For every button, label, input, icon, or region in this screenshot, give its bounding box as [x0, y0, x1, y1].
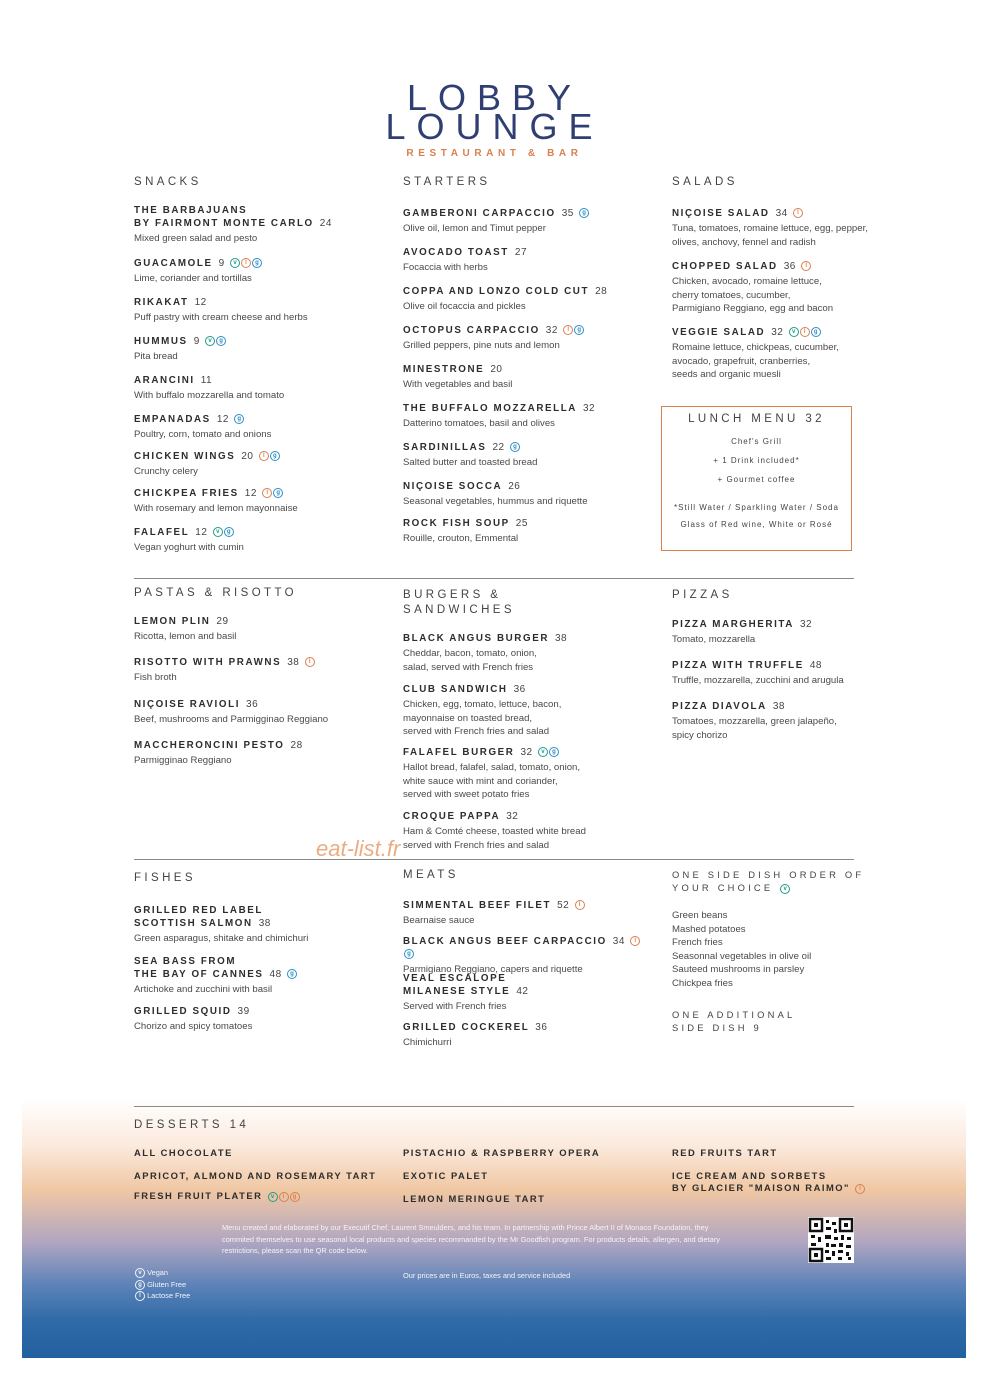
- dessert-item: PISTACHIO & RASPBERRY OPERA: [403, 1147, 601, 1158]
- menu-item: [134, 698, 379, 727]
- dessert-item: ICE CREAM AND SORBETS: [672, 1170, 827, 1181]
- lactose-free-icon: l: [279, 1192, 289, 1202]
- dessert-name: FRESH FRUIT PLATER: [134, 1190, 263, 1201]
- item-desc: Parmigginao Reggiano: [134, 755, 232, 766]
- extra-side-title: ONE ADDITIONAL: [672, 1009, 796, 1020]
- gluten-free-icon: g: [273, 488, 283, 498]
- menu-item: [403, 324, 648, 353]
- item-name: THE BARBAJUANS: [134, 205, 248, 216]
- menu-item: [134, 257, 379, 286]
- item-desc: Pita bread: [134, 351, 178, 362]
- lunch-line: + 1 Drink included*: [713, 456, 800, 465]
- dessert-item: [134, 1190, 300, 1202]
- item-name: RISOTTO WITH PRAWNS: [134, 657, 282, 668]
- item-name: CHICKEN WINGS: [134, 451, 236, 462]
- item-price: 42: [516, 986, 529, 997]
- item-desc: Tomato, mozzarella: [672, 634, 756, 645]
- item-desc: salad, served with French fries: [403, 661, 534, 673]
- item-desc: cherry tomatoes, cucumber,: [672, 289, 791, 301]
- menu-item: [672, 659, 887, 688]
- item-name: OCTOPUS CARPACCIO: [403, 325, 540, 336]
- item-name: AVOCADO TOAST: [403, 247, 509, 258]
- item-desc: white sauce with mint and coriander,: [403, 775, 558, 787]
- item-desc: served with French fries and salad: [403, 839, 550, 851]
- item-name: SIMMENTAL BEEF FILET: [403, 900, 552, 911]
- lactose-free-icon: l: [801, 261, 811, 271]
- item-desc: Parmigiano Reggiano, capers and riquette: [403, 964, 583, 975]
- gluten-free-icon: g: [287, 969, 297, 979]
- item-name: PIZZA MARGHERITA: [672, 619, 794, 630]
- item-price: 32: [799, 619, 813, 630]
- item-desc: Rouille, crouton, Emmental: [403, 533, 519, 544]
- side-item: Sauteed mushrooms in parsley: [672, 964, 805, 975]
- lactose-free-icon: l: [630, 936, 640, 946]
- item-price: 48: [269, 969, 282, 980]
- dessert-item: RED FRUITS TART: [672, 1147, 778, 1158]
- item-price: 28: [290, 740, 303, 751]
- sides-title-text: YOUR CHOICE: [672, 882, 774, 893]
- item-name: MILANESE STYLE: [403, 986, 511, 997]
- item-name: GAMBERONI CARPACCIO: [403, 208, 556, 219]
- item-name: FALAFEL: [134, 527, 190, 538]
- item-desc: served with sweet potato fries: [403, 789, 530, 800]
- extra-side-title: [672, 1021, 762, 1034]
- vegan-icon: v: [205, 336, 215, 346]
- item-name: COPPA AND LONZO COLD CUT: [403, 286, 590, 297]
- item-name: CHOPPED SALAD: [672, 261, 778, 272]
- lactose-free-icon: l: [800, 327, 810, 337]
- item-name: MINESTRONE: [403, 364, 485, 375]
- item-name: THE BUFFALO MOZZARELLA: [403, 403, 577, 414]
- item-name: SCOTTISH SALMON: [134, 918, 253, 929]
- item-desc: Served with French fries: [403, 1001, 507, 1012]
- gluten-free-icon: g: [404, 949, 414, 959]
- item-desc: Artichoke and zucchini with basil: [134, 984, 273, 995]
- item-price: 34: [612, 936, 625, 947]
- menu-item: [672, 260, 887, 316]
- item-price: 20: [241, 451, 254, 462]
- menu-item: [403, 285, 648, 314]
- item-name: MACCHERONCINI PESTO: [134, 740, 285, 751]
- menu-item: [403, 402, 648, 431]
- item-desc: Green asparagus, shitake and chimichuri: [134, 933, 309, 944]
- menu-item: [403, 1021, 648, 1050]
- item-name: PIZZA DIAVOLA: [672, 701, 767, 712]
- menu-item: [403, 899, 648, 928]
- menu-item: [134, 413, 379, 442]
- item-name: NIÇOISE RAVIOLI: [134, 699, 241, 710]
- item-price: 32: [771, 327, 784, 338]
- lactose-free-icon: l: [855, 1184, 865, 1194]
- menu-item: [403, 207, 648, 236]
- item-name: BLACK ANGUS BEEF CARPACCIO: [403, 936, 607, 947]
- lunch-menu-box: [661, 406, 852, 551]
- item-desc: Tomatoes, mozzarella, green jalapeño,: [672, 716, 837, 727]
- menu-item: [403, 480, 648, 509]
- item-price: 9: [218, 258, 225, 269]
- item-name: HUMMUS: [134, 336, 188, 347]
- footer-note-line: commited themselves to use seasonal local products and species recommanded by the Mr Goodfish program. For products details, allergen, and dietary: [222, 1234, 720, 1244]
- item-price: 11: [200, 375, 213, 386]
- item-desc: Beef, mushrooms and Parmigginao Reggiano: [134, 714, 329, 725]
- menu-item: [134, 487, 379, 516]
- item-price: 38: [772, 701, 785, 712]
- item-price: 48: [809, 660, 822, 671]
- menu-item: [403, 972, 648, 1014]
- item-desc: Olive oil focaccia and pickles: [403, 301, 526, 312]
- item-desc: Ham & Comté cheese, toasted white bread: [403, 826, 586, 837]
- item-desc: Puff pastry with cream cheese and herbs: [134, 312, 308, 323]
- item-name: VEGGIE SALAD: [672, 327, 766, 338]
- item-price: 28: [595, 286, 608, 297]
- item-price: 29: [216, 616, 229, 627]
- item-desc: Chimichurri: [403, 1037, 452, 1048]
- item-desc: Datterino tomatoes, basil and olives: [403, 418, 555, 429]
- item-price: 39: [237, 1006, 250, 1017]
- gluten-free-icon: g: [510, 442, 520, 452]
- qr-code-graphic: [808, 1217, 854, 1263]
- legend-label: Lactose Free: [147, 1291, 191, 1300]
- menu-item: [672, 700, 887, 742]
- menu-item: [403, 935, 648, 977]
- item-desc: spicy chorizo: [672, 729, 728, 741]
- divider: [134, 1106, 854, 1107]
- item-price: 9: [193, 336, 200, 347]
- dessert-item: EXOTIC PALET: [403, 1170, 489, 1181]
- item-name: SARDINILLAS: [403, 442, 487, 453]
- item-price: 24: [319, 218, 332, 229]
- legend-label: Vegan: [147, 1268, 169, 1277]
- sides-title: [672, 881, 790, 894]
- item-desc: Grilled peppers, pine nuts and lemon: [403, 340, 560, 351]
- side-item: Seasonnal vegetables in olive oil: [672, 950, 812, 962]
- menu-item: [134, 615, 379, 644]
- dessert-name: BY GLACIER "MAISON RAIMO": [672, 1182, 850, 1193]
- item-price: 52: [557, 900, 570, 911]
- dessert-item: APRICOT, ALMOND AND ROSEMARY TART: [134, 1170, 377, 1181]
- lunch-title: LUNCH MENU 32: [688, 413, 825, 425]
- item-name: EMPANADAS: [134, 414, 211, 425]
- item-price: 36: [246, 699, 259, 710]
- item-price: 36: [513, 684, 526, 695]
- fishes-title: FISHES: [134, 872, 196, 884]
- item-desc: seeds and organic muesli: [672, 369, 781, 380]
- item-desc: avocado, grapefruit, cranberries,: [672, 355, 811, 367]
- item-name: VEAL ESCALOPE: [403, 973, 507, 984]
- menu-item: [672, 618, 887, 647]
- lactose-free-icon: l: [262, 488, 272, 498]
- vegan-icon: v: [135, 1268, 145, 1278]
- dessert-item: ALL CHOCOLATE: [134, 1147, 233, 1158]
- meats-title: MEATS: [403, 869, 459, 881]
- item-price: 38: [555, 633, 568, 644]
- item-name: CLUB SANDWICH: [403, 684, 508, 695]
- item-desc: Salted butter and toasted bread: [403, 457, 538, 468]
- item-desc: Mixed green salad and pesto: [134, 233, 258, 244]
- item-price: 38: [287, 657, 300, 668]
- item-price: 36: [535, 1022, 548, 1033]
- gluten-free-icon: g: [216, 336, 226, 346]
- lactose-free-icon: l: [259, 451, 269, 461]
- gluten-free-icon: g: [811, 327, 821, 337]
- item-desc: Romaine lettuce, chickpeas, cucumber,: [672, 342, 839, 353]
- burgers-title: BURGERS &: [403, 589, 502, 601]
- item-desc: Vegan yoghurt with cumin: [134, 542, 244, 553]
- lunch-line: + Gourmet coffee: [717, 475, 796, 484]
- item-price: 36: [783, 261, 796, 272]
- menu-item: [672, 326, 887, 382]
- menu-item: [134, 1005, 379, 1034]
- lactose-free-icon: l: [241, 258, 251, 268]
- item-desc: With rosemary and lemon mayonnaise: [134, 503, 298, 514]
- side-item: French fries: [672, 937, 723, 948]
- snacks-title: SNACKS: [134, 176, 202, 188]
- item-name: BY FAIRMONT MONTE CARLO: [134, 218, 314, 229]
- item-price: 26: [508, 481, 521, 492]
- item-price: 35: [561, 208, 574, 219]
- item-price: 12: [244, 488, 257, 499]
- vegan-icon: v: [538, 747, 548, 757]
- legend: [134, 1267, 190, 1302]
- divider: [134, 859, 854, 860]
- extra-side-price: 9: [753, 1022, 762, 1033]
- item-desc: Olive oil, lemon and Timut pepper: [403, 223, 546, 234]
- menu-item: [134, 656, 379, 685]
- item-name: LEMON PLIN: [134, 616, 211, 627]
- item-name: RIKAKAT: [134, 297, 189, 308]
- item-name: CROQUE PAPPA: [403, 811, 501, 822]
- gluten-free-icon: g: [224, 527, 234, 537]
- dessert-item: LEMON MERINGUE TART: [403, 1193, 546, 1204]
- menu-item: [134, 739, 379, 768]
- extra-side-text: SIDE DISH: [672, 1022, 748, 1033]
- item-name: SEA BASS FROM: [134, 956, 237, 967]
- lactose-free-icon: l: [305, 657, 315, 667]
- side-item: Chickpea fries: [672, 977, 733, 989]
- item-name: GUACAMOLE: [134, 258, 213, 269]
- item-desc: Crunchy celery: [134, 466, 198, 477]
- menu-item: [134, 904, 379, 946]
- lactose-free-icon: l: [563, 325, 573, 335]
- gluten-free-icon: g: [549, 747, 559, 757]
- item-desc: Ricotta, lemon and basil: [134, 631, 237, 642]
- item-price: 12: [195, 527, 208, 538]
- item-name: ROCK FISH SOUP: [403, 518, 510, 529]
- menu-item: [403, 810, 648, 852]
- item-name: BLACK ANGUS BURGER: [403, 633, 549, 644]
- footer-note-line: Menu created and elaborated by our Executif Chef, Laurent Smeulders, and his team. In partnership with Prince Albert II of Monaco Foundation, they: [222, 1223, 709, 1232]
- item-desc: mayonnaise on toasted bread,: [403, 712, 533, 724]
- menu-item: [403, 441, 648, 470]
- item-name: PIZZA WITH TRUFFLE: [672, 660, 804, 671]
- dessert-item: [672, 1182, 865, 1194]
- menu-item: [134, 955, 379, 997]
- item-desc: Cheddar, bacon, tomato, onion,: [403, 648, 537, 659]
- gluten-free-icon: g: [290, 1192, 300, 1202]
- item-desc: Parmigiano Reggiano, egg and bacon: [672, 303, 834, 314]
- desserts-title: DESSERTS 14: [134, 1119, 250, 1131]
- item-desc: Chicken, avocado, romaine lettuce,: [672, 276, 822, 287]
- menu-item: [134, 526, 379, 555]
- menu-item: [403, 746, 648, 802]
- gluten-free-icon: g: [270, 451, 280, 461]
- vegan-icon: v: [789, 327, 799, 337]
- qr-code[interactable]: [808, 1217, 854, 1263]
- salads-title: SALADS: [672, 176, 738, 188]
- lunch-note: Glass of Red wine, White or Rosé: [680, 520, 833, 529]
- vegan-icon: v: [268, 1192, 278, 1202]
- item-price: 20: [490, 364, 503, 375]
- item-desc: Fish broth: [134, 672, 177, 683]
- item-desc: Hallot bread, falafel, salad, tomato, onion,: [403, 762, 581, 773]
- side-item: Mashed potatoes: [672, 923, 746, 935]
- lunch-note: *Still Water / Sparkling Water / Soda: [674, 503, 839, 512]
- footer-note-line: restrictions, please scan the QR code below.: [222, 1246, 368, 1255]
- item-name: GRILLED COCKEREL: [403, 1022, 530, 1033]
- menu-item: [134, 374, 379, 403]
- item-name: ARANCINI: [134, 375, 195, 386]
- item-price: 12: [194, 297, 207, 308]
- item-desc: Truffle, mozzarella, zucchini and arugula: [672, 675, 844, 686]
- menu-item: [134, 450, 379, 479]
- lactose-free-icon: l: [135, 1291, 145, 1301]
- item-price: 22: [492, 442, 505, 453]
- item-desc: Lime, coriander and tortillas: [134, 273, 252, 284]
- item-price: 38: [258, 918, 271, 929]
- logo-lounge: LOUNGE: [385, 106, 604, 147]
- menu-item: [403, 363, 648, 392]
- vegan-icon: v: [230, 258, 240, 268]
- menu-item: [403, 246, 648, 275]
- lactose-free-icon: l: [793, 208, 803, 218]
- item-desc: Tuna, tomatoes, romaine lettuce, egg, pepper,: [672, 223, 868, 234]
- item-desc: With buffalo mozzarella and tomato: [134, 390, 285, 401]
- item-price: 32: [506, 811, 519, 822]
- lunch-line: Chef's Grill: [731, 437, 782, 446]
- item-name: GRILLED SQUID: [134, 1006, 232, 1017]
- gluten-free-icon: g: [135, 1280, 145, 1290]
- burgers-title: SANDWICHES: [403, 604, 515, 616]
- footer-note: [222, 1222, 792, 1257]
- menu-item: [134, 335, 379, 364]
- pizzas-title: PIZZAS: [672, 589, 733, 601]
- item-price: 32: [582, 403, 596, 414]
- logo-lobby: LOBBY: [406, 77, 583, 118]
- item-name: GRILLED RED LABEL: [134, 905, 263, 916]
- item-desc: Seasonal vegetables, hummus and riquette: [403, 496, 588, 507]
- legend-label: Gluten Free: [147, 1279, 187, 1289]
- watermark: eat-list.fr: [316, 836, 401, 861]
- item-name: NIÇOISE SOCCA: [403, 481, 503, 492]
- item-price: 25: [515, 518, 528, 529]
- item-desc: With vegetables and basil: [403, 379, 513, 390]
- item-desc: olives, anchovy, fennel and radish: [672, 236, 816, 248]
- logo-subtitle: RESTAURANT & BAR: [406, 148, 583, 159]
- item-price: 34: [775, 208, 788, 219]
- vegan-icon: v: [780, 884, 790, 894]
- vegan-icon: v: [213, 527, 223, 537]
- item-name: CHICKPEA FRIES: [134, 488, 239, 499]
- prices-note: Our prices are in Euros, taxes and service included: [403, 1271, 571, 1280]
- gluten-free-icon: g: [574, 325, 584, 335]
- item-desc: Chorizo and spicy tomatoes: [134, 1021, 253, 1032]
- menu-item: [134, 296, 379, 325]
- gluten-free-icon: g: [252, 258, 262, 268]
- item-price: 12: [216, 414, 229, 425]
- menu-item: [403, 632, 648, 674]
- item-name: THE BAY OF CANNES: [134, 969, 264, 980]
- item-desc: Focaccia with herbs: [403, 262, 488, 273]
- item-desc: Poultry, corn, tomato and onions: [134, 429, 272, 440]
- item-price: 32: [545, 325, 558, 336]
- menu-item: [134, 204, 379, 246]
- pastas-title: PASTAS & RISOTTO: [134, 587, 298, 599]
- menu-item: [403, 683, 648, 739]
- sides-list: [672, 909, 887, 990]
- item-price: 27: [514, 247, 528, 258]
- item-name: NIÇOISE SALAD: [672, 208, 770, 219]
- item-price: 32: [520, 747, 533, 758]
- item-desc: served with French fries and salad: [403, 726, 550, 737]
- menu-item: [672, 207, 887, 249]
- item-desc: Chicken, egg, tomato, lettuce, bacon,: [403, 699, 562, 710]
- sides-title: ONE SIDE DISH ORDER OF: [672, 869, 865, 880]
- item-desc: Bearnaise sauce: [403, 915, 475, 926]
- item-name: FALAFEL BURGER: [403, 747, 515, 758]
- lactose-free-icon: l: [575, 900, 585, 910]
- starters-title: STARTERS: [403, 176, 491, 188]
- side-item: Green beans: [672, 910, 728, 921]
- divider: [134, 578, 854, 579]
- gluten-free-icon: g: [234, 414, 244, 424]
- menu-item: [403, 517, 648, 546]
- gluten-free-icon: g: [579, 208, 589, 218]
